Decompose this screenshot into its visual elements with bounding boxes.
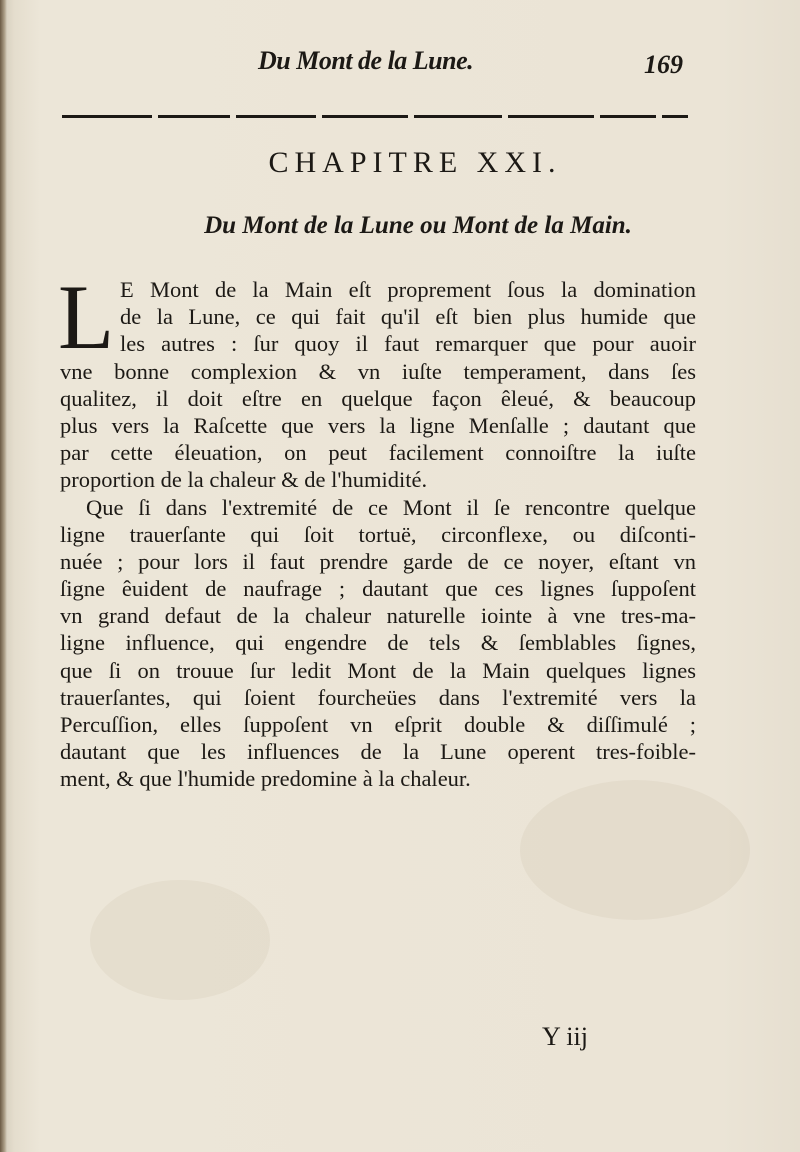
ornamental-rule	[62, 113, 688, 121]
text-line: vn grand defaut de la chaleur naturelle iointe à vne tres-ma-	[60, 603, 696, 629]
text-line: ſigne êuident de naufrage ; dautant que ces lignes ſuppoſent	[60, 576, 696, 602]
signature-mark: Y iij	[542, 1022, 588, 1051]
text-line: dautant que les influences de la Lune operent tres-foible-	[60, 739, 696, 765]
text-line: qualitez, il doit eſtre en quelque façon êleué, & beaucoup	[60, 385, 696, 411]
text-line: de la Lune, ce qui fait qu'il eſt bien plus humide que	[120, 304, 696, 330]
chapter-title: CHAPITRE XXI.	[268, 146, 562, 179]
text-line: les autres : ſur quoy il faut remarquer que pour auoir	[120, 331, 696, 357]
page-number: 169	[644, 50, 683, 79]
drop-cap: L	[58, 266, 115, 368]
text-line: par cette éleuation, on peut facilement connoiſtre la iuſte	[60, 440, 696, 466]
text-line: ligne trauerſante qui ſoit tortuë, circonflexe, ou diſconti-	[60, 521, 696, 547]
running-title: Du Mont de la Lune.	[258, 46, 474, 75]
chapter-subtitle: Du Mont de la Lune ou Mont de la Main.	[204, 212, 632, 239]
text-line: que ſi on trouue ſur ledit Mont de la Main quelques lignes	[60, 657, 696, 683]
text-line: plus vers la Raſcette que vers la ligne Menſalle ; dautant que	[60, 412, 696, 438]
text-line: Que ſi dans l'extremité de ce Mont il ſe rencontre quelque	[86, 494, 696, 520]
paper-stain	[90, 880, 270, 1000]
text-line: ligne influence, qui engendre de tels & ſemblables ſignes,	[60, 630, 696, 656]
paper-stain	[520, 780, 750, 920]
text-line: vne bonne complexion & vn iuſte temperament, dans ſes	[60, 358, 696, 384]
text-line: nuée ; pour lors il faut prendre garde de ce noyer, eſtant vn	[60, 548, 696, 574]
text-line: Percuſſion, elles ſuppoſent vn eſprit double & diſſimulé ;	[60, 712, 696, 737]
text-line: ment, & que l'humide predomine à la chaleur.	[60, 766, 471, 792]
text-line: proportion de la chaleur & de l'humidité.	[60, 467, 428, 493]
text-line: trauerſantes, qui ſoient fourcheües dans l'extremité vers la	[60, 684, 696, 710]
text-line: E Mont de la Main eſt proprement ſous la domination	[120, 277, 696, 302]
running-head	[0, 46, 800, 86]
body-text	[58, 266, 696, 793]
